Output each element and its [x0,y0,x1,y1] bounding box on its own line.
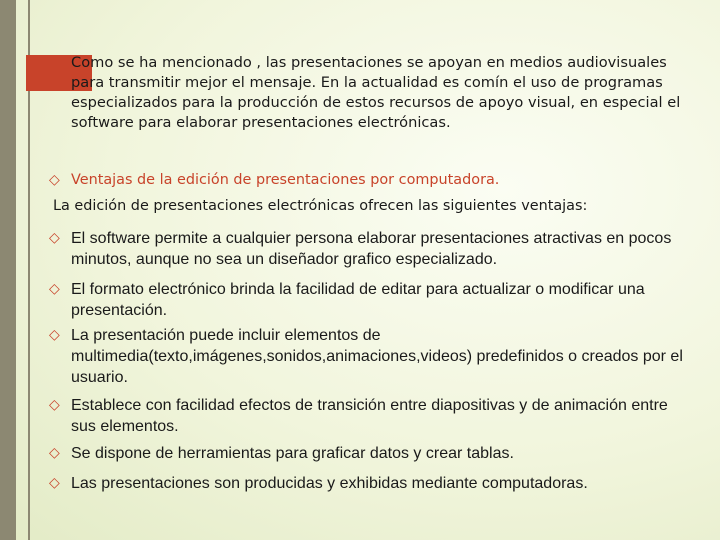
diamond-bullet-icon: ◇ [49,475,60,491]
diamond-bullet-icon: ◇ [49,397,60,413]
bullet-item: Las presentaciones son producidas y exhibidas mediante computadoras. [71,475,588,492]
left-decorative-band [0,0,16,540]
diamond-bullet-icon: ◇ [49,172,60,188]
diamond-bullet-icon: ◇ [49,445,60,461]
bullet-item: El formato electrónico brinda la facilidad de editar para actualizar o modificar una presentación. [71,281,645,319]
diamond-bullet-icon: ◇ [49,281,60,297]
bullet-item: Se dispone de herramientas para graficar datos y crear tablas. [71,445,514,462]
intro-paragraph: Como se ha mencionado , las presentaciones se apoyan en medios audiovisuales para transmitir mejor el mensaje. En la actualidad es comín el uso de programas especializados para la producción de estos recursos de apoyo visual, en especial el software para elaborar presentaciones electrónicas. [71,54,681,131]
section-subheading: Ventajas de la edición de presentaciones por computadora. [71,172,500,188]
lead-sentence: La edición de presentaciones electrónicas ofrecen las siguientes ventajas: [53,198,588,214]
bullet-item: La presentación puede incluir elementos de multimedia(texto,imágenes,sonidos,animaciones,videos) predefinidos o creados por el usuario. [71,327,683,386]
diamond-bullet-icon: ◇ [49,327,60,343]
bullet-item: Establece con facilidad efectos de transición entre diapositivas y de animación entre sus elementos. [71,397,668,435]
diamond-bullet-icon: ◇ [49,230,60,246]
bullet-item: El software permite a cualquier persona elaborar presentaciones atractivas en pocos minutos, aunque no sea un diseñador grafico especializado. [71,230,672,268]
